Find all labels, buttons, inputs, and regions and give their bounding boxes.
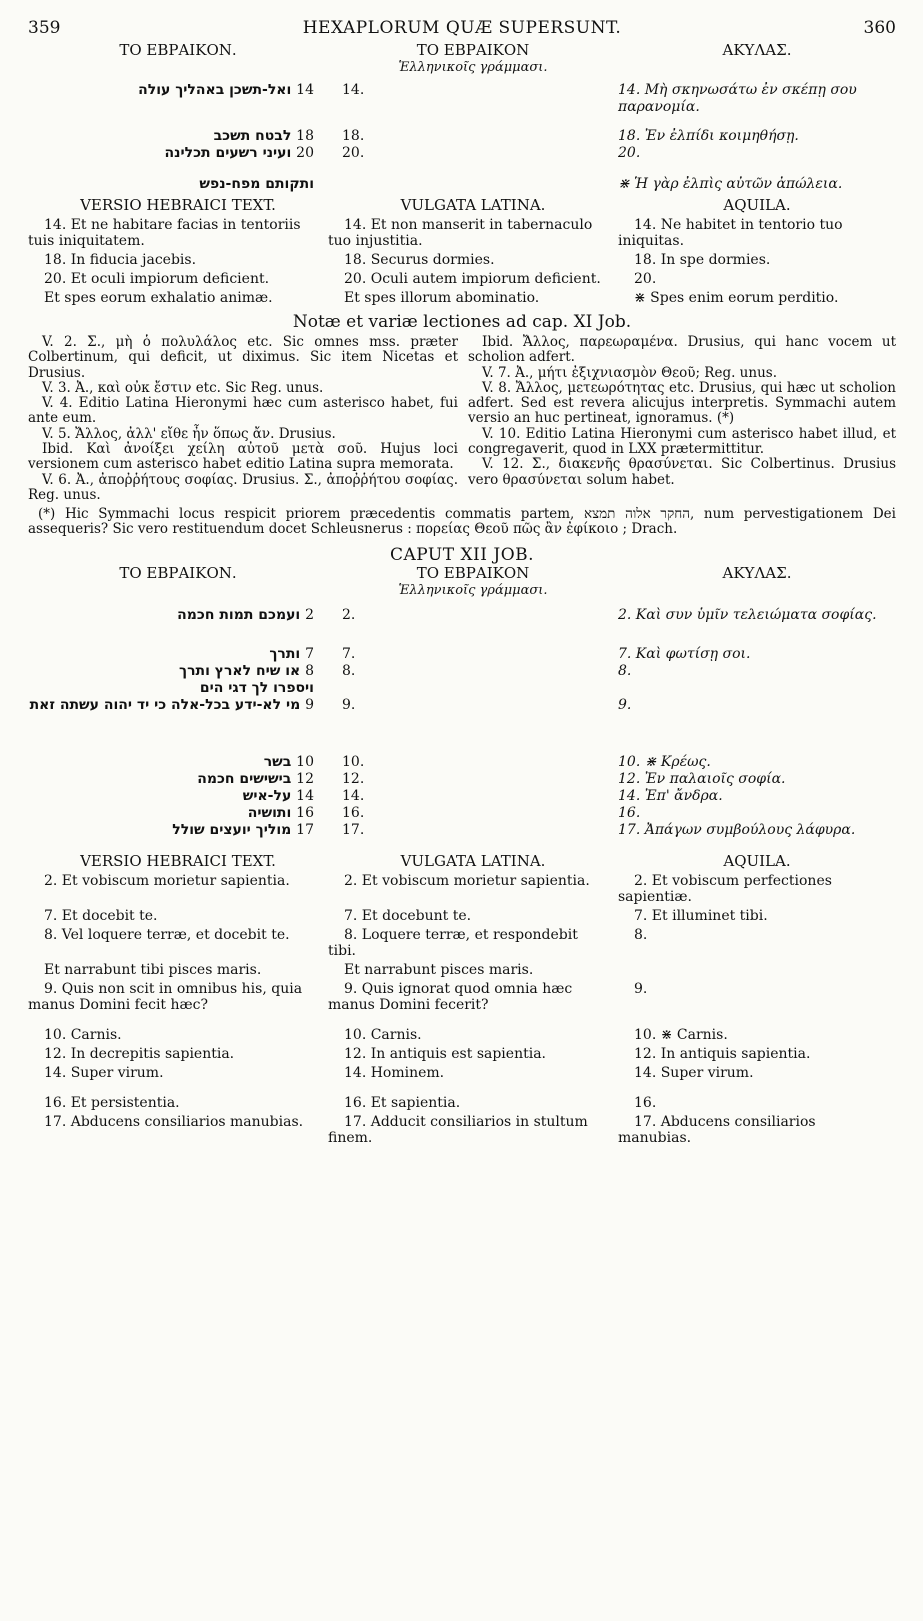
latin-row bbox=[28, 927, 896, 959]
hebrew-words: ואל-תשכן באהליך עולה bbox=[138, 82, 292, 98]
col-head-hebrew: ΤΟ ΕΒΡΑΙΚΟΝ. bbox=[119, 564, 237, 583]
aquila-latin-text: 18. In spe dormies. bbox=[634, 252, 771, 268]
aquila-greek: 9. bbox=[618, 697, 632, 714]
latin-row bbox=[28, 290, 896, 306]
text-row bbox=[28, 145, 896, 162]
vulgata-text: Et spes illorum abominatio. bbox=[344, 290, 540, 306]
note-entry: V. 6. Ἀ., ἀποῤῥήτους σοφίας. Drusius. Σ., ἀποῤῥήτου σοφίας. Reg. unus. bbox=[28, 471, 458, 503]
text-row bbox=[28, 697, 896, 714]
aquila-greek: 17. Ἀπάγων συμβούλους λάφυρα. bbox=[618, 822, 856, 839]
hebrew-words: לבטח תשכב bbox=[213, 128, 292, 144]
aquila-greek: 8. bbox=[618, 663, 632, 680]
hebrew-words: ותקותם מפח-נפש bbox=[199, 176, 314, 192]
aquila-latin-text bbox=[618, 962, 896, 978]
aquila-greek: 14. Ἐπ' ἄνδρα. bbox=[618, 788, 723, 805]
col-head-versio: VERSIO HEBRAICI TEXT. bbox=[80, 852, 276, 871]
hebrew-text bbox=[28, 788, 328, 805]
verse-number: 2 bbox=[305, 607, 314, 624]
running-title: HEXAPLORUM QUÆ SUPERSUNT. bbox=[302, 18, 622, 38]
col-head-hebrew: ΤΟ ΕΒΡΑΙΚΟΝ. bbox=[119, 41, 237, 59]
hebrew-words: על-איש bbox=[242, 788, 292, 805]
transliteration-verse bbox=[328, 680, 618, 697]
transliteration-verse: 14. bbox=[342, 82, 365, 98]
text-row bbox=[28, 607, 896, 624]
notes-block bbox=[28, 335, 896, 503]
verse-number: 14 bbox=[296, 82, 314, 98]
latin-row bbox=[28, 908, 896, 924]
page bbox=[28, 18, 896, 1146]
chapter-title: CAPUT XII JOB. bbox=[389, 545, 535, 566]
note-entry: V. 12. Σ., διακενῆς θρασύνεται. Sic Colbertinus. Drusius vero θρασύνεται solum habet. bbox=[468, 456, 896, 488]
latin-row bbox=[28, 252, 896, 268]
hebrew-text bbox=[28, 822, 328, 839]
aquila-greek bbox=[618, 680, 896, 697]
latin-row bbox=[28, 271, 896, 287]
vulgata-text: Et narrabunt pisces maris. bbox=[344, 962, 534, 979]
transliteration-verse: 20. bbox=[342, 145, 365, 161]
verse-number: 7 bbox=[305, 646, 314, 663]
hebrew-text bbox=[28, 607, 328, 624]
versio-text: 18. In fiducia jacebis. bbox=[44, 252, 197, 268]
text-row bbox=[28, 646, 896, 663]
xi-text-rows bbox=[28, 82, 896, 193]
running-header bbox=[28, 18, 896, 42]
col-head-aquila: ΑΚΥΛΑΣ. bbox=[722, 41, 792, 59]
note-entry: Ibid. Ἄλλος, παρεωραμένα. Drusius, qui hanc vocem ut scholion adfert. bbox=[468, 334, 896, 366]
text-row bbox=[28, 128, 896, 145]
versio-text: 14. Et ne habitare facias in tentoriis tuis iniquitatem. bbox=[28, 217, 301, 249]
transliteration-verse: 7. bbox=[342, 646, 356, 663]
xii-latin-heads bbox=[28, 853, 896, 870]
versio-text: 8. Vel loquere terræ, et docebit te. bbox=[44, 927, 290, 944]
col-head-hebrew-greek: ΤΟ ΕΒΡΑΙΚΟΝ Ἑλληνικοῖς γράμμασι. bbox=[398, 41, 548, 75]
vulgata-text: 9. Quis ignorat quod omnia hæc manus Domini fecerit? bbox=[328, 981, 573, 1014]
page-number-right: 360 bbox=[863, 18, 896, 38]
col-head-versio: VERSIO HEBRAICI TEXT. bbox=[80, 196, 276, 214]
verse-number: 14 bbox=[296, 788, 314, 805]
text-row bbox=[28, 788, 896, 805]
transliteration-verse: 18. bbox=[342, 128, 365, 144]
transliteration-verse: 16. bbox=[342, 805, 365, 822]
aquila-greek: 7. Καὶ φωτίσῃ σοι. bbox=[618, 646, 751, 663]
versio-text: 9. Quis non scit in omnibus his, quia manus Domini fecit hæc? bbox=[28, 981, 303, 1014]
aquila-latin-text: ⋇ Spes enim eorum perditio. bbox=[634, 290, 839, 306]
aquila-greek: 10. ⋇ Κρέως. bbox=[618, 754, 711, 771]
versio-text: 12. In decrepitis sapientia. bbox=[44, 1046, 235, 1063]
note-entry: V. 3. Ἀ., καὶ οὐκ ἔστιν etc. Sic Reg. unus. bbox=[42, 379, 324, 396]
verse-number: 8 bbox=[305, 663, 314, 680]
aquila-greek: 14. Μὴ σκηνωσάτω ἐν σκέπῃ σου παρανομία. bbox=[618, 82, 857, 115]
text-row bbox=[28, 176, 896, 193]
verse-number: 16 bbox=[296, 805, 314, 822]
aquila-latin-text: 9. bbox=[634, 981, 648, 998]
transliteration-verse: 14. bbox=[342, 788, 365, 805]
vulgata-text: 17. Adducit consiliarios in stultum finem. bbox=[328, 1114, 588, 1147]
text-row bbox=[28, 680, 896, 697]
col-head-vulgata: VULGATA LATINA. bbox=[400, 852, 546, 871]
vulgata-text: 8. Loquere terræ, et respondebit tibi. bbox=[328, 927, 578, 960]
vulgata-text: 7. Et docebunt te. bbox=[344, 908, 472, 925]
notes-right-column bbox=[468, 335, 896, 503]
text-row bbox=[28, 822, 896, 839]
vulgata-text: 16. Et sapientia. bbox=[344, 1095, 461, 1112]
col-head-aquila-latin: AQUILA. bbox=[723, 852, 791, 871]
col-head-vulgata: VULGATA LATINA. bbox=[400, 196, 546, 214]
verse-number: 12 bbox=[296, 771, 314, 788]
note-entry: V. 4. Editio Latina Hieronymi hæc cum asterisco habet, fui ante eum. bbox=[28, 395, 458, 427]
aquila-latin-text: 17. Abducens consiliarios manubias. bbox=[618, 1114, 816, 1147]
hebrew-words: מוליך יועצים שולל bbox=[172, 822, 292, 839]
transliteration-verse bbox=[328, 176, 618, 193]
text-row bbox=[28, 663, 896, 680]
note-entry: V. 2. Σ., μὴ ὁ πολυλάλος etc. Sic omnes mss. præter Colbertinum, qui deficit, ut diximus. Sic item Nicetas et Drusius. bbox=[28, 334, 458, 381]
aquila-latin-text: 2. Et vobiscum perfectiones sapientiæ. bbox=[618, 873, 832, 906]
col-head-hebrew-greek: ΤΟ ΕΒΡΑΙΚΟΝ Ἑλληνικοῖς γράμμασι. bbox=[398, 564, 548, 599]
hebrew-text bbox=[28, 646, 328, 663]
text-row bbox=[28, 805, 896, 822]
aquila-latin-text: 10. ⋇ Carnis. bbox=[634, 1027, 728, 1044]
latin-row bbox=[28, 1065, 896, 1081]
xii-latin-rows bbox=[28, 873, 896, 1146]
vulgata-text: 12. In antiquis est sapientia. bbox=[344, 1046, 546, 1063]
hebrew-text bbox=[28, 697, 328, 714]
xi-column-heads bbox=[28, 42, 896, 76]
hebrew-text bbox=[28, 176, 328, 193]
transliteration-verse: 12. bbox=[342, 771, 365, 788]
aquila-latin-text: 12. In antiquis sapientia. bbox=[634, 1046, 811, 1063]
hebrew-words: ויספרו לך דגי הים bbox=[199, 680, 314, 697]
note-entry: V. 5. Ἄλλος, ἀλλ' εἴθε ἦν ὅπως ἄν. Drusius. bbox=[42, 425, 336, 442]
hebrew-words: מי לא-ידע בכל-אלה כי יד יהוה עשתה זאת bbox=[29, 697, 301, 714]
transliteration-verse: 10. bbox=[342, 754, 365, 771]
xii-text-rows bbox=[28, 607, 896, 839]
hebrew-words: בישישים חכמה bbox=[197, 771, 292, 788]
hebrew-text bbox=[28, 771, 328, 788]
verse-number: 20 bbox=[296, 145, 314, 161]
aquila-latin-text: 16. bbox=[634, 1095, 657, 1112]
hebrew-text bbox=[28, 663, 328, 680]
verse-number: 17 bbox=[296, 822, 314, 839]
xi-latin-rows bbox=[28, 217, 896, 306]
note-entry: V. 7. Ἀ., μήτι ἐξιχνιασμὸν Θεοῦ; Reg. unus. bbox=[482, 364, 777, 381]
latin-row bbox=[28, 217, 896, 249]
latin-row bbox=[28, 981, 896, 1013]
hebrew-text bbox=[28, 82, 328, 116]
hebrew-words: בשר bbox=[263, 754, 292, 771]
transliteration-verse: 2. bbox=[342, 607, 356, 624]
footnote: (*) Hic Symmachi locus respicit priorem præcedentis commatis partem, החקר אלוה תמצא, num pervestigationem Dei assequeris? Sic vero restituendum docet Schleusnerus : πορείας Θεοῦ πῶς ἂν ἐφίκοιο ; Drach. bbox=[28, 506, 896, 538]
vulgata-text: 14. Hominem. bbox=[344, 1065, 445, 1082]
note-entry: V. 8. Ἄλλος, μετεωρότητας etc. Drusius, qui hæc ut scholion adfert. Sed est revera alicujus interpretis. Symmachi autem versio an huc pertineat, ignoramus. (*) bbox=[468, 379, 896, 427]
hebrew-text bbox=[28, 145, 328, 162]
note-entry: V. 10. Editio Latina Hieronymi cum asterisco habet illud, et congregaverit, quod in LXX prætermittitur. bbox=[468, 425, 896, 458]
col-head-aquila: ΑΚΥΛΑΣ. bbox=[722, 564, 792, 583]
aquila-latin-text: 7. Et illuminet tibi. bbox=[634, 908, 768, 925]
versio-text: 10. Carnis. bbox=[44, 1027, 122, 1044]
aquila-greek: 18. Ἐν ἐλπίδι κοιμηθήσῃ. bbox=[618, 128, 799, 144]
aquila-greek: 16. bbox=[618, 805, 641, 822]
hebrew-text bbox=[28, 128, 328, 145]
vulgata-text: 20. Oculi autem impiorum deficient. bbox=[344, 271, 601, 287]
latin-row bbox=[28, 1095, 896, 1111]
hebrew-words: ועיני רשעים תכלינה bbox=[164, 145, 292, 161]
hebrew-words: ותושיה bbox=[247, 805, 292, 822]
latin-row bbox=[28, 962, 896, 978]
aquila-greek: ⋇ Ἡ γὰρ ἐλπὶς αὐτῶν ἀπώλεια. bbox=[618, 176, 843, 192]
verse-number: 9 bbox=[305, 697, 314, 714]
versio-text: 14. Super virum. bbox=[44, 1065, 164, 1082]
vulgata-text: 2. Et vobiscum morietur sapientia. bbox=[344, 873, 590, 890]
note-entry: Ibid. Καὶ ἀνοίξει χείλη αὐτοῦ μετὰ σοῦ. Hujus loci versionem cum asterisco habet editio Latina supra memorata. bbox=[28, 441, 458, 473]
notes-left-column bbox=[28, 335, 468, 503]
page-number-left: 359 bbox=[28, 18, 61, 38]
hebrew-words: ותרך bbox=[269, 646, 301, 663]
aquila-greek: 2. Καὶ συν ὑμῖν τελειώματα σοφίας. bbox=[618, 607, 877, 624]
text-row bbox=[28, 754, 896, 771]
hebrew-text bbox=[28, 805, 328, 822]
versio-text: 20. Et oculi impiorum deficient. bbox=[44, 271, 270, 287]
versio-text: 17. Abducens consiliarios manubias. bbox=[44, 1114, 304, 1131]
versio-text: 16. Et persistentia. bbox=[44, 1095, 180, 1112]
aquila-latin-text: 14. Ne habitet in tentorio tuo iniquitas. bbox=[618, 217, 843, 249]
verse-number: 18 bbox=[296, 128, 314, 144]
versio-text: Et narrabunt tibi pisces maris. bbox=[44, 962, 262, 979]
versio-text: 2. Et vobiscum morietur sapientia. bbox=[44, 873, 290, 890]
vulgata-text: 18. Securus dormies. bbox=[344, 252, 495, 268]
hebrew-words: או שיח לארץ ותרך bbox=[178, 663, 301, 680]
verse-number: 10 bbox=[296, 754, 314, 771]
latin-row bbox=[28, 1114, 896, 1146]
notes-title: Notæ et variæ lectiones ad cap. XI Job. bbox=[292, 312, 632, 332]
transliteration-verse: 9. bbox=[342, 697, 356, 714]
hebrew-text bbox=[28, 680, 328, 697]
aquila-latin-text: 8. bbox=[634, 927, 648, 944]
vulgata-text: 14. Et non manserit in tabernaculo tuo injustitia. bbox=[328, 217, 593, 249]
latin-row bbox=[28, 1027, 896, 1043]
hebrew-words: ועמכם תמות חכמה bbox=[177, 607, 301, 624]
text-row bbox=[28, 82, 896, 116]
vulgata-text: 10. Carnis. bbox=[344, 1027, 422, 1044]
versio-text: 7. Et docebit te. bbox=[44, 908, 158, 925]
aquila-greek: 20. bbox=[618, 145, 641, 161]
aquila-greek: 12. Ἐν παλαιοῖς σοφία. bbox=[618, 771, 786, 788]
xi-latin-heads bbox=[28, 197, 896, 214]
aquila-latin-text: 20. bbox=[634, 271, 657, 287]
aquila-latin-text: 14. Super virum. bbox=[634, 1065, 754, 1082]
latin-row bbox=[28, 873, 896, 905]
transliteration-verse: 8. bbox=[342, 663, 356, 680]
col-head-aquila-latin: AQUILA. bbox=[723, 196, 791, 214]
versio-text: Et spes eorum exhalatio animæ. bbox=[44, 290, 273, 306]
xii-column-heads bbox=[28, 565, 896, 599]
text-row bbox=[28, 771, 896, 788]
latin-row bbox=[28, 1046, 896, 1062]
transliteration-verse: 17. bbox=[342, 822, 365, 839]
hebrew-text bbox=[28, 754, 328, 771]
